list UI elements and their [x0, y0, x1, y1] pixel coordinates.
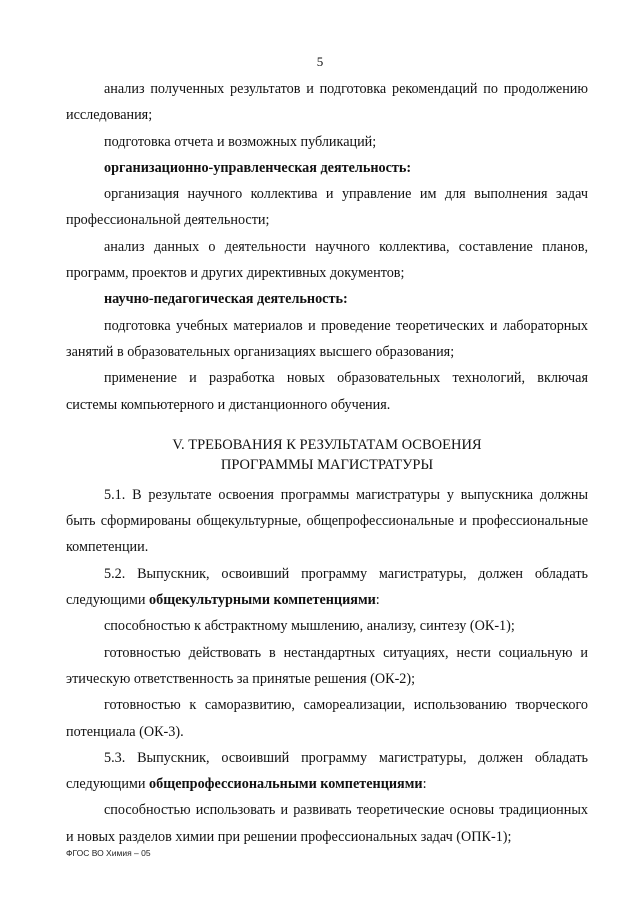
clause-5-2 [66, 561, 588, 614]
clause-5-1: 5.1. В результате освоения программы магистратуры у выпускника должны быть сформированы общекультурные, общепрофессиональные и профессиональные компетенции. [66, 486, 588, 556]
activity-heading: организационно-управленческая деятельность: [104, 159, 412, 176]
clause-text: 5.3. Выпускник, освоивший программу магистратуры, должен обладать следующими [66, 749, 588, 793]
paragraph: организация научного коллектива и управление им для выполнения задач профессиональной деятельности; [66, 186, 588, 229]
paragraph: подготовка учебных материалов и проведение теоретических и лабораторных занятий в образовательных организациях высшего образования; [66, 317, 588, 360]
section-title [66, 435, 588, 475]
competence-item: способностью использовать и развивать теоретические основы традиционных и новых разделов химии при решении профессиональных задач (ОПК-1); [66, 802, 588, 845]
paragraph: применение и разработка новых образовательных технологий, включая системы компьютерного и дистанционного обучения. [66, 370, 588, 413]
clause-end: : [375, 592, 380, 609]
paragraph: анализ данных о деятельности научного коллектива, составление планов, программ, проектов и других директивных документов; [66, 238, 588, 282]
page-number: 5 [316, 54, 324, 69]
competence-item: готовностью к саморазвитию, самореализации, использованию творческого потенциала (ОК-3). [66, 697, 588, 740]
section-title-line: ПРОГРАММЫ МАГИСТРАТУРЫ [220, 456, 434, 473]
paragraph: анализ полученных результатов и подготовка рекомендаций по продолжению исследования; [66, 81, 588, 124]
footer-note: ФГОС ВО Химия – 05 [66, 848, 151, 858]
section-title-line: V. ТРЕБОВАНИЯ К РЕЗУЛЬТАТАМ ОСВОЕНИЯ [172, 436, 482, 453]
clause-text: 5.2. Выпускник, освоивший программу магистратуры, должен обладать следующими [66, 565, 588, 609]
clause-bold-term: общекультурными компетенциями [149, 592, 376, 609]
competence-item: готовностью действовать в нестандартных ситуациях, нести социальную и этическую ответственность за принятые решения (ОК-2); [66, 644, 588, 687]
clause-5-3 [66, 745, 588, 798]
page-body [66, 76, 588, 850]
clause-end: : [422, 776, 427, 793]
paragraph: подготовка отчета и возможных публикаций; [104, 133, 377, 150]
competence-item: способностью к абстрактному мышлению, анализу, синтезу (ОК-1); [104, 618, 515, 635]
clause-bold-term: общепрофессиональными компетенциями [149, 776, 423, 793]
activity-heading: научно-педагогическая деятельность: [104, 291, 348, 308]
